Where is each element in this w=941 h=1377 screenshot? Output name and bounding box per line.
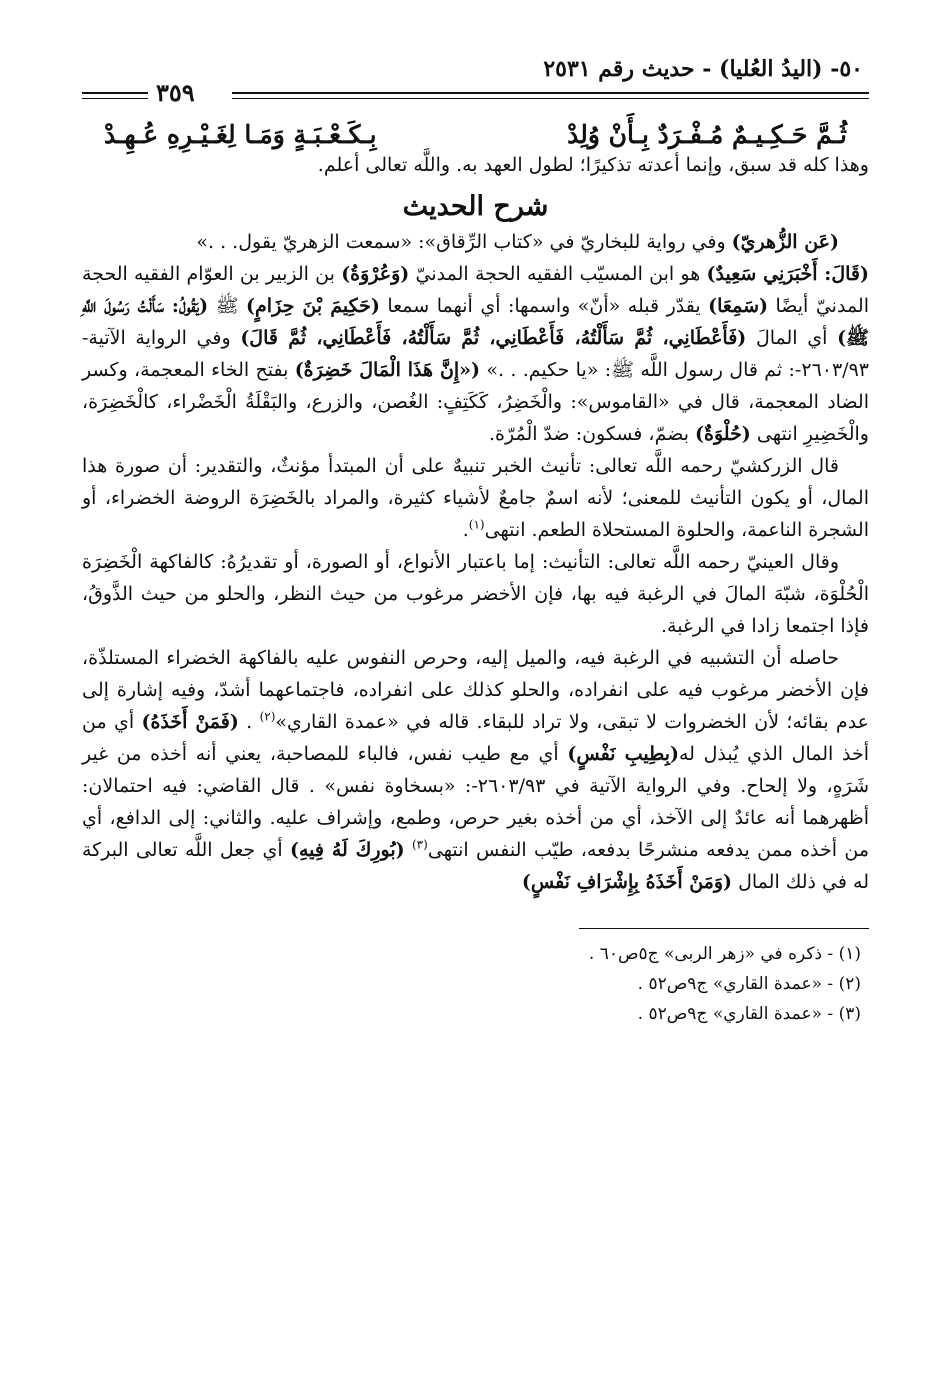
paragraph-2: [82, 258, 869, 450]
paragraph-text: أي مع طيب نفس، فالباء للمصاحبة، يعني أنه أخذه من غير شَرَهٍ، ولا إلحاح. وفي الرواية الآتية في ٢٦٠٣/٩٣-: «بسخاوة نفس» . قال القاضي: فيه احتمالان: أظهرهما أنه عائدٌ إلى الآخذ، أي من أخذه بغير حرص، وطمع، وإشراف عليه. والثاني: إلى الدافع، أي من أخذه ممن يدفعه منشرحًا بدفعه، طيّب النفس انتهى: [82, 743, 870, 861]
quoted-term: (يَقُولُ: سَأَلْتُ رَسُولَ اللَّهِ ﷺ): [82, 295, 870, 349]
paragraph-text: بن الزبير بن العوّام الفقيه الحجة المدنيّ أيضًا: [82, 263, 869, 317]
intro-line: وهذا كله قد سبق، وإنما أعدته تذكيرًا؛ لطول العهد به. واللَّه تعالى أعلم.: [317, 154, 869, 176]
quoted-term: (بُورِكَ لَهُ فِيهِ): [289, 839, 405, 861]
quoted-term: (بِطِيبِ نَفْسٍ): [567, 743, 679, 765]
running-header: [82, 48, 869, 106]
quoted-term: (فَمَنْ أَخَذَهُ): [141, 711, 239, 733]
paragraph-text: يقدّر قبله «أنّ» واسمها: أي أنهما سمعا: [379, 295, 709, 317]
header-rule: [232, 92, 869, 99]
running-title: ٥٠- (اليدُ العُليا) - حديث رقم ٢٥٣١: [543, 56, 863, 82]
quoted-term: (حُلْوَةٌ): [695, 423, 751, 445]
paragraph-text: قال الزركشيّ رحمه اللَّه تعالى: تأنيث الخبر تنبيهٌ على أن المبتدأ مؤنثٌ، والتقدير: أن صورة هذا المال، أو يكون التأنيث للمعنى؛ لأنه اسمٌ جامعٌ لأشياء كثيرة، والمراد بالخَضِرَة الروضة الخضراء، أو الشجرة الناعمة، والحلوة المستحلاة الطعم. انتهى: [82, 455, 869, 541]
paragraph-3: [82, 450, 869, 546]
quoted-term: (فَأَعْطَانِي، ثُمَّ سَأَلْتُهُ، فَأَعْطَانِي، ثُمَّ سَأَلْتُهُ، فَأَعْطَانِي، ثُمَّ قَالَ): [240, 327, 747, 349]
paragraph-text: بفتح الخاء المعجمة، وكسر الضاد المعجمة، قال في «القاموس»: والْخَضِرُ، كَكَتِفٍ: الغُصن، والزرع، والبَقْلَةُ الْخَضْراء، كالْخَضِرَة، والْخَضِيرِ انتهى: [82, 359, 869, 445]
paragraph-text: .: [238, 711, 260, 733]
quoted-term: (سَمِعَا): [708, 295, 768, 317]
quoted-term: (وَعُرْوَةُ): [341, 263, 410, 285]
footnote-2: (٢) - «عمدة القاري» ج٩ص٥٢ .: [637, 974, 861, 994]
paragraph-text: هو ابن المسيّب الفقيه الحجة المدنيّ: [409, 263, 707, 285]
footnote-ref-3[interactable]: (٣): [411, 837, 428, 852]
page-number: ٣٥٩: [148, 78, 203, 107]
footnote-ref-2[interactable]: (٢): [259, 709, 276, 724]
paragraph-5: [82, 642, 869, 898]
poem-verse: [82, 120, 869, 149]
paragraph-text: وفي الرواية الآتية- ٢٦٠٣/٩٣-: ثم قال رسول اللَّه ﷺ: «يا حكيم. . .»: [82, 327, 869, 381]
footnote-3: (٣) - «عمدة القاري» ج٩ص٥٢ .: [637, 1004, 861, 1024]
section-title: شرح الحديث: [402, 191, 549, 222]
quoted-term: (حَكِيمَ بْنَ حِزَامٍ): [246, 295, 380, 317]
paragraph-text: بضمّ، فسكون: ضدّ الْمُرّة.: [488, 423, 696, 445]
paragraph-text: وفي رواية للبخاريّ في «كتاب الرِّقاق»: «سمعت الزهريّ يقول. . .»: [196, 231, 732, 253]
verse-right-hemistich: ثُـمَّ حَـكِـيـمٌ مُـفْـرَدٌ بِـأَنْ وُلِدْ: [567, 120, 847, 149]
page-number-rule: [82, 92, 150, 99]
footnotes: [82, 939, 869, 1029]
footnote-ref-1[interactable]: (١): [468, 517, 485, 532]
footnote-separator: [579, 928, 869, 929]
paragraph-text: .: [462, 519, 469, 541]
paragraph-4: وقال العينيّ رحمه اللَّه تعالى: التأنيث: إما باعتبار الأنواع، أو الصورة، أو تقديرُهُ: كالفاكهة الْخَضِرَة الْحُلْوَة، شبّهَ المالَ في الرغبة فيه بها، فإن الأخضر مرغوب من حيث النظر، والحلو من حيث الذَّوقُ، فإذا اجتمعا زادا في الرغبة.: [82, 551, 869, 637]
quoted-term: (وَمَنْ أَخَذَهُ بِإِشْرَافِ نَفْسٍ): [521, 871, 733, 893]
paragraph-text: [405, 839, 412, 861]
quoted-term: (قَالَ: أَخْبَرَنِي سَعِيدٌ): [706, 263, 869, 285]
paragraph-text: ﷺ: [208, 295, 247, 317]
paragraph-text: حاصله أن التشبيه في الرغبة فيه، والميل إليه، وحرص النفوس عليه بالفاكهة الخضراء المستلذّة، فإن الأخضر مرغوب فيه على انفراده، والحلو كذلك على انفراده، فاجتماعهما أشدّ، وفيه إشارة إلى عدم بقائه؛ لأن الخضروات لا تبقى، ولا تراد للبقاء. قاله في «عمدة القاري»: [82, 647, 870, 733]
paragraph-text: أي من أخذ المال الذي يُبذل له: [82, 711, 869, 765]
quoted-term: («إِنَّ هَذَا الْمَالَ خَضِرَةٌ): [294, 359, 481, 381]
quoted-term: (عَن الزُّهريّ): [731, 231, 839, 253]
verse-left-hemistich: بِـكَـعْـبَـةٍ وَمَـا لِغَـيْـرِهِ عُـهِـدْ: [104, 120, 377, 149]
footnote-1: (١) - ذكره في «زهر الربى» ج٥ص٦٠ .: [588, 944, 861, 964]
paragraph-text: أي المالَ: [746, 327, 838, 349]
paragraph-text: أي جعل اللَّه تعالى البركة له في ذلك المال: [82, 839, 869, 893]
paragraph-1: [82, 226, 869, 258]
